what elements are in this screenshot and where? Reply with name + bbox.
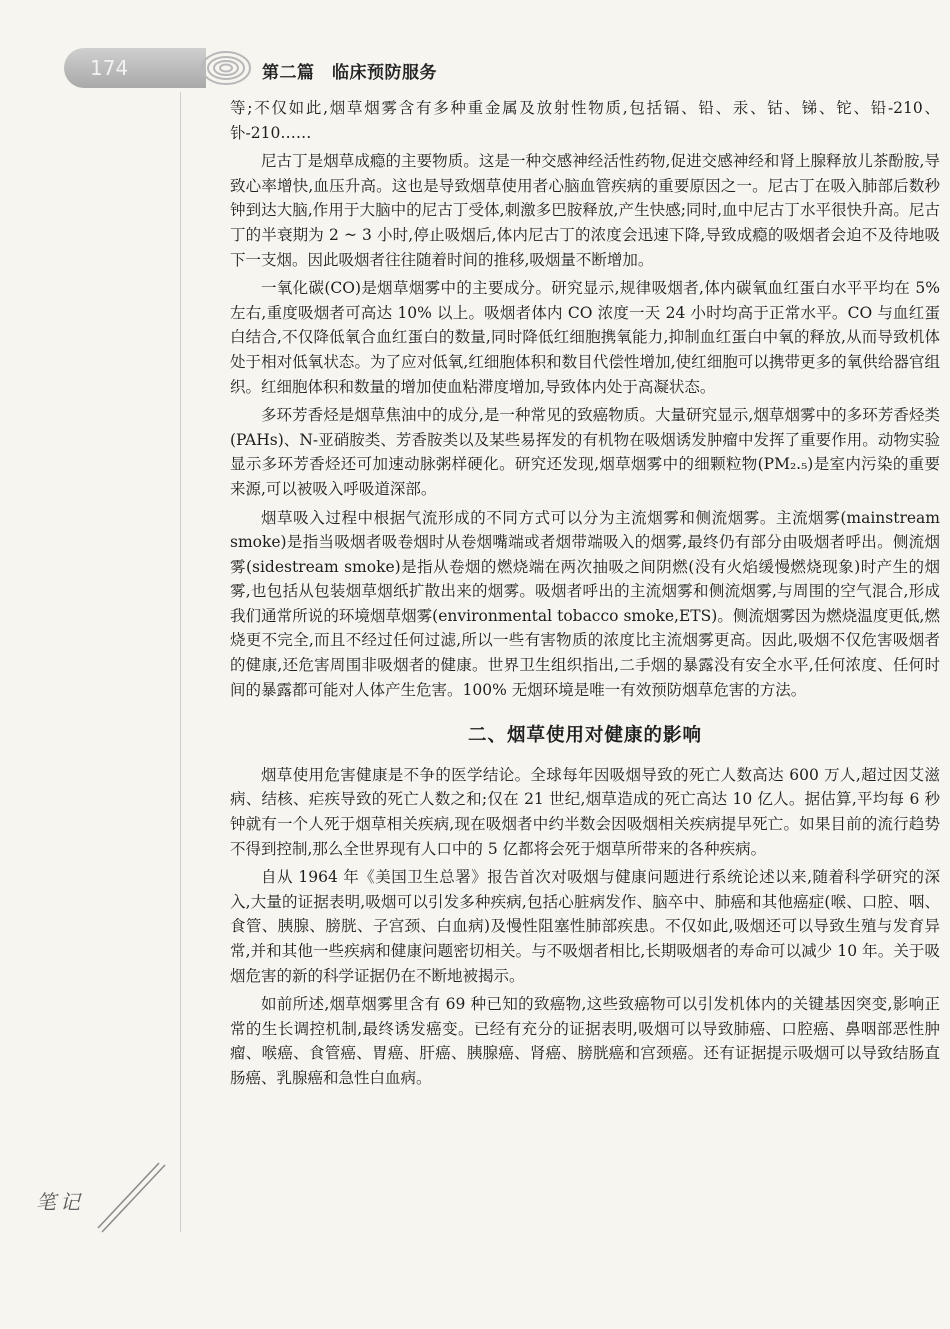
paragraph: 等;不仅如此,烟草烟雾含有多种重金属及放射性物质,包括镉、铅、汞、钴、锑、铊、铅-210、钋-210…… <box>230 99 940 142</box>
notes-label: 笔记 <box>36 1190 84 1214</box>
body-text <box>230 96 940 1095</box>
section-title: 第二篇 临床预防服务 <box>262 63 437 83</box>
paragraph: 烟草吸入过程中根据气流形成的不同方式可以分为主流烟雾和侧流烟雾。主流烟雾(mainstream smoke)是指当吸烟者吸卷烟时从卷烟嘴端或者烟带端吸入的烟雾,最终仍有部分由吸烟者呼出。侧流烟雾(sidestream smoke)是指从卷烟的燃烧端在两次抽吸之间阴燃(没有火焰缓慢燃烧现象)时产生的烟雾,也包括从包装烟草烟纸扩散出来的烟雾。吸烟者呼出的主流烟雾和侧流烟雾,与周围的空气混合,形成我们通常所说的环境烟草烟雾(environmental tobacco smoke,ETS)。侧流烟雾因为燃烧温度更低,燃烧更不完全,而且不经过任何过滤,所以一些有害物质的浓度比主流烟雾更高。因此,吸烟不仅危害吸烟者的健康,还危害周围非吸烟者的健康。世界卫生组织指出,二手烟的暴露没有安全水平,任何浓度、任何时间的暴露都可能对人体产生危害。100% 无烟环境是唯一有效预防烟草危害的方法。 <box>230 508 940 699</box>
paragraph: 自从 1964 年《美国卫生总署》报告首次对吸烟与健康问题进行系统论述以来,随着科学研究的深入,大量的证据表明,吸烟可以引发多种疾病,包括心脏病发作、脑卒中、肺癌和其他癌症(喉、口腔、咽、食管、胰腺、膀胱、子宫颈、白血病)及慢性阻塞性肺部疾患。不仅如此,吸烟还可以导致生殖与发育异常,并和其他一些疾病和健康问题密切相关。与不吸烟者相比,长期吸烟者的寿命可以减少 10 年。关于吸烟危害的新的科学证据仍在不断地被揭示。 <box>230 868 940 985</box>
section-heading: 二、烟草使用对健康的影响 <box>467 725 702 747</box>
margin-divider <box>180 92 181 1232</box>
pen-icon <box>90 1160 170 1240</box>
paragraph: 如前所述,烟草烟雾里含有 69 种已知的致癌物,这些致癌物可以引发机体内的关键基因突变,影响正常的生长调控机制,最终诱发癌变。已经有充分的证据表明,吸烟可以导致肺癌、口腔癌、鼻咽部恶性肿瘤、喉癌、食管癌、胃癌、肝癌、胰腺癌、肾癌、膀胱癌和宫颈癌。还有证据提示吸烟可以导致结肠直肠癌、乳腺癌和急性白血病。 <box>230 995 940 1087</box>
paragraph: 烟草使用危害健康是不争的医学结论。全球每年因吸烟导致的死亡人数高达 600 万人,超过因艾滋病、结核、疟疾导致的死亡人数之和;仅在 21 世纪,烟草造成的死亡高达 10 亿人。据估算,平均每 6 秒钟就有一个人死于烟草相关疾病,现在吸烟者中约半数会因吸烟相关疾病提早死亡。如果目前的流行趋势不得到控制,那么全世界现有人口中的 5 亿都将会死于烟草所带来的各种疾病。 <box>230 765 940 858</box>
swirl-logo-icon <box>196 42 252 92</box>
paragraph: 尼古丁是烟草成瘾的主要物质。这是一种交感神经活性药物,促进交感神经和肾上腺释放儿茶酚胺,导致心率增快,血压升高。这也是导致烟草使用者心脑血管疾病的重要原因之一。尼古丁在吸入肺部后数秒钟到达大脑,作用于大脑中的尼古丁受体,刺激多巴胺释放,产生快感;同时,血中尼古丁水平很快升高。尼古丁的半衰期为 2 ~ 3 小时,停止吸烟后,体内尼古丁的浓度会迅速下降,导致成瘾的吸烟者会迫不及待地吸下一支烟。因此吸烟者往往随着时间的推移,吸烟量不断增加。 <box>230 152 940 269</box>
paragraph: 多环芳香烃是烟草焦油中的成分,是一种常见的致癌物质。大量研究显示,烟草烟雾中的多环芳香烃类(PAHs)、N-亚硝胺类、芳香胺类以及某些易挥发的有机物在吸烟诱发肿瘤中发挥了重要作用。动物实验显示多环芳香烃还可加速动脉粥样硬化。研究还发现,烟草烟雾中的细颗粒物(PM₂.₅)是室内污染的重要来源,可以被吸入呼吸道深部。 <box>230 406 940 498</box>
page-number: 174 <box>64 48 206 88</box>
paragraph: 一氧化碳(CO)是烟草烟雾中的主要成分。研究显示,规律吸烟者,体内碳氧血红蛋白水平平均在 5% 左右,重度吸烟者可高达 10% 以上。吸烟者体内 CO 浓度一天 24 小时均高于正常水平。CO 与血红蛋白结合,不仅降低氧合血红蛋白的数量,同时降低红细胞携氧能力,抑制血红蛋白中氧的释放,从而导致机体处于相对低氧状态。为了应对低氧,红细胞体积和数目代偿性增加,使红细胞可以携带更多的氧供给器官组织。红细胞体积和数量的增加使血粘滞度增加,导致体内处于高凝状态。 <box>230 279 940 396</box>
